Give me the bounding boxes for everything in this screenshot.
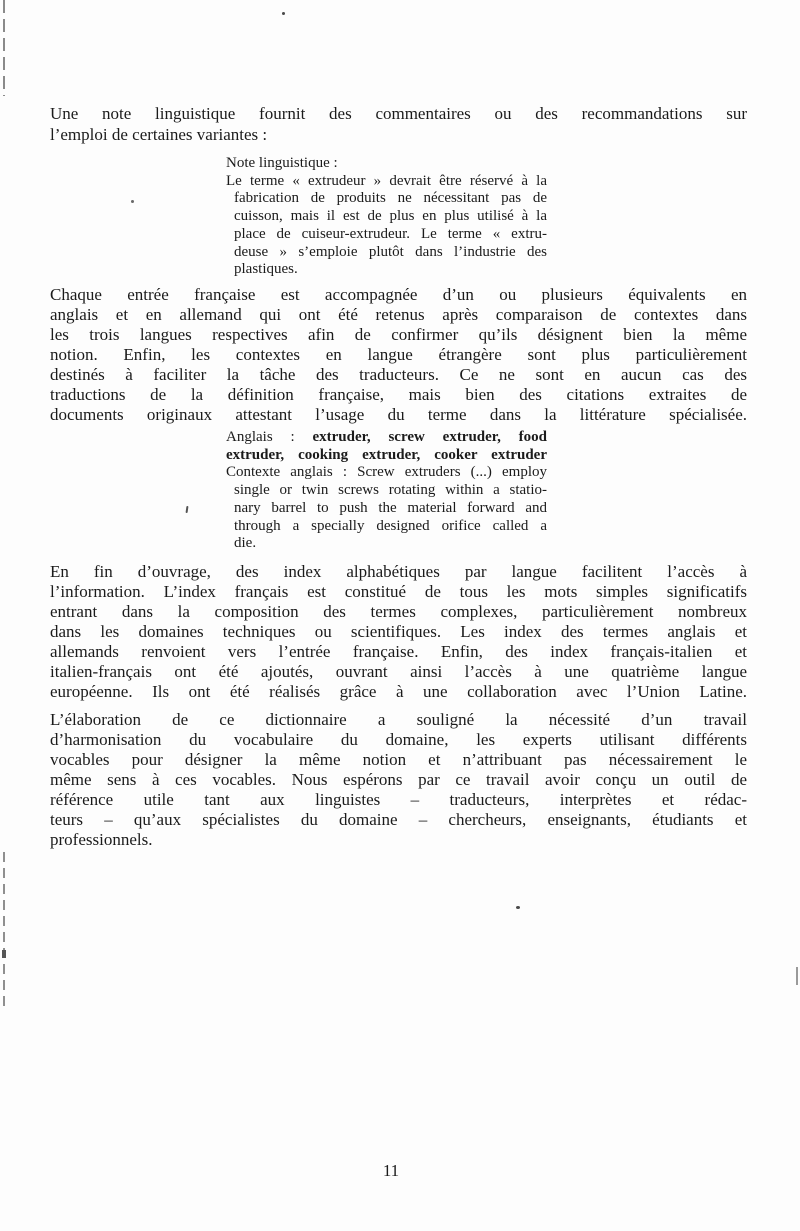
body-text: italien-français ont été ajoutés, ouvrant ainsi l’accès à une quatrième langue [50,662,747,681]
text-line [50,562,747,582]
body-text: deuse » s’emploie plutôt dans l’industrie des [234,243,547,260]
scan-artifact-right-edge-tick [796,967,798,985]
body-text: allemands renvoient vers l’entrée française. Enfin, des index français-italien et [50,642,747,661]
scan-artifact-dark-dash [2,950,6,958]
text-line [226,173,547,191]
text-line [50,810,747,830]
text-line [50,770,747,790]
body-text: européenne. Ils ont été réalisés grâce à une collaboration avec l’Union Latine. [50,682,747,701]
body-text: traductions de la définition française, mais bien des citations extraites de [50,385,747,404]
body-text: les trois langues respectives afin de confirmer qu’ils désignent bien la même [50,325,747,344]
body-text: documents originaux attestant l’usage du terme dans la littérature spécialisée. [50,405,747,424]
scan-artifact-speck-left [131,200,134,203]
scan-artifact-speck-top [282,12,285,15]
english-terms-quote-block [226,429,547,553]
body-text: place de cuiseur-extrudeur. Le terme « extru- [234,225,547,242]
text-line [226,226,547,244]
body-text: entrant dans la composition des termes complexes, particulièrement nombreux [50,602,747,621]
text-line [50,345,747,365]
scan-artifact-apostrophe-mark [186,506,189,513]
body-text: d’harmonisation du vocabulaire du domaine, les experts utilisant différents [50,730,747,749]
body-text: through a specially designed orifice called a [234,517,547,534]
body-text: l’emploi de certaines variantes : [50,124,268,144]
body-text: destinés à faciliter la tâche des traducteurs. Ce ne sont en aucun cas des [50,365,747,384]
text-line [226,447,547,465]
body-text: Une note linguistique fournit des commentaires ou des recommandations sur [50,104,747,123]
body-text: teurs – qu’aux spécialistes du domaine – chercheurs, enseignants, étudiants et [50,810,747,829]
page-number: 11 [382,1161,400,1180]
text-line [226,500,547,518]
text-line [226,244,547,262]
body-text: Le terme « extrudeur » devrait être réservé à la [226,172,547,189]
text-line [50,602,747,622]
text-line [50,365,747,385]
text-line [50,710,747,730]
text-line [226,518,547,536]
text-line [226,535,547,553]
text-line [50,790,747,810]
text-line [50,285,747,305]
scan-artifact-speck-middle [516,906,520,909]
paragraph-foreign-equivalents [50,285,747,425]
bold-term-text: extruder, cooking extruder, cooker extruder [226,446,547,463]
body-text: Note linguistique : [226,155,338,171]
linguistic-note-quote-block [226,155,547,279]
text-line [50,104,747,125]
text-line [50,325,747,345]
body-text: référence utile tant aux linguistes – traducteurs, interprètes et rédac- [50,790,747,809]
body-text: notion. Enfin, les contextes en langue étrangère sont plus particulièrement [50,345,747,364]
body-text: professionnels. [50,830,153,849]
paragraph-conclusion [50,710,747,850]
paragraph-linguistic-note-intro [50,104,747,145]
scan-artifact-dashed-line-bottom-left [3,852,5,1008]
text-line [226,261,547,279]
text-line [50,125,747,146]
body-text: die. [234,535,257,552]
body-text: cuisson, mais il est de plus en plus utilisé à la [234,208,547,225]
text-line [50,750,747,770]
text-line [226,482,547,500]
body-text: anglais et en allemand qui ont été retenus après comparaison de contextes dans [50,305,747,324]
scan-artifact-dashed-line-top-left [3,0,5,96]
text-line [50,682,747,702]
text-line [226,464,547,482]
text-line [50,662,747,682]
body-text: vocables pour désigner la même notion et n’attribuant pas nécessairement le [50,750,747,769]
body-text: fabrication de produits ne nécessitant pas de [234,190,547,207]
body-text: Contexte anglais : Screw extruders (...) employ [226,464,547,481]
text-line [226,155,547,173]
body-text: L’élaboration de ce dictionnaire a souligné la nécessité d’un travail [50,710,747,729]
text-line [50,730,747,750]
text-line [50,830,747,850]
text-line [50,622,747,642]
body-text: même sens à ces vocables. Nous espérons par ce travail avoir conçu un outil de [50,770,747,789]
body-text: dans les domaines techniques ou scientifiques. Les index des termes anglais et [50,622,747,641]
body-text: Anglais : [226,429,313,445]
text-line [226,208,547,226]
body-text: nary barrel to push the material forward and [234,499,547,516]
text-line [50,642,747,662]
paragraph-indexes [50,562,747,702]
text-line [226,190,547,208]
text-line [50,385,747,405]
body-text: plastiques. [234,261,298,278]
body-text: Chaque entrée française est accompagnée d’un ou plusieurs équivalents en [50,285,747,304]
text-line [50,305,747,325]
body-text: l’information. L’index français est constitué de tous les mots simples significatifs [50,582,747,601]
body-text: En fin d’ouvrage, des index alphabétiques par langue facilitent l’accès à [50,562,747,581]
text-line [50,582,747,602]
bold-term-text: extruder, screw extruder, food [312,429,547,445]
text-line [50,405,747,425]
body-text: single or twin screws rotating within a statio- [234,482,547,499]
text-line [226,429,547,447]
